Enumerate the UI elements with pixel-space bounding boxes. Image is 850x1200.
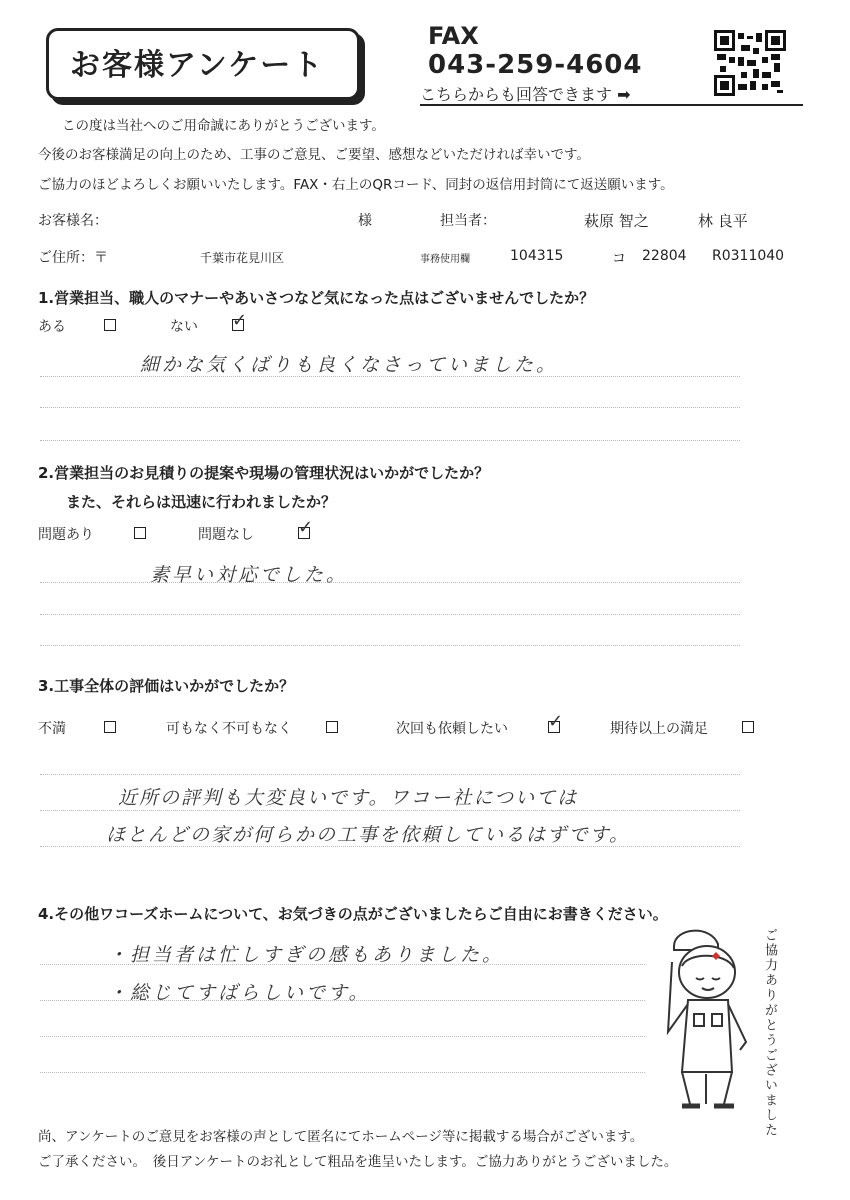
answer-line (40, 582, 740, 583)
answer-line (40, 614, 740, 615)
q3-checkbox-fuman[interactable] (104, 721, 116, 733)
question-3: 3.工事全体の評価はいかがでしたか？ (38, 677, 295, 695)
customer-label: お客様名： (38, 213, 108, 229)
q1-handwritten-answer: 細かな気くばりも良くなさっていました。 (140, 354, 559, 376)
answer-line (40, 407, 740, 408)
divider (420, 104, 803, 106)
page-title: お客様アンケート (70, 48, 325, 83)
intro-line: この度は当社へのご用命誠にありがとうございます。 (62, 118, 385, 134)
address-value: 千葉市花見川区 (200, 251, 285, 265)
question-4: 4.その他ワコーズホームについて、お気づきの点がございましたらご自由にお書きください。 (38, 905, 668, 923)
fax-label: FAX (428, 22, 479, 50)
q3-option-kitai: 期待以上の満足 (610, 721, 708, 737)
q2-handwritten-answer: 素早い対応でした。 (150, 564, 349, 586)
q4-handwritten-answer-2: ・総じてすばらしいです。 (108, 982, 371, 1004)
staff-label: 担当者： (440, 213, 496, 229)
q1-option-nai: ない (170, 319, 198, 335)
answer-line (40, 810, 740, 811)
q3-handwritten-answer-1: 近所の評判も大変良いです。ワコー社については (118, 787, 579, 809)
fax-sub-text: こちらからも回答できます ➡ (420, 85, 631, 104)
answer-line (40, 1036, 645, 1037)
q2-option-mondai-nashi: 問題なし (198, 527, 254, 543)
question-2: 2.営業担当のお見積りの提案や現場の管理状況はいかがでしたか？ (38, 464, 490, 482)
address-label: ご住所：〒 (38, 250, 108, 266)
check-mark-icon: ✓ (232, 310, 248, 331)
question-2-sub: また、それらは迅速に行われましたか？ (66, 493, 337, 511)
office-number-2: 22804 (642, 248, 687, 264)
answer-line (40, 645, 740, 646)
answer-line (40, 440, 740, 441)
answer-line (40, 774, 740, 775)
worker-illustration (652, 922, 762, 1118)
footer-note: ご了承ください。 後日アンケートのお礼として粗品を進呈いたします。ご協力ありがとうございました。 (38, 1154, 678, 1170)
q1-checkbox-aru[interactable] (104, 319, 116, 331)
qr-code-icon (714, 30, 786, 96)
q3-checkbox-kamonaku[interactable] (326, 721, 338, 733)
answer-line (40, 1072, 645, 1073)
q3-handwritten-answer-2: ほとんどの家が何らかの工事を依頼しているはずです。 (106, 824, 631, 846)
q3-option-fuman: 不満 (38, 721, 66, 737)
staff-name-1: 萩原 智之 (584, 212, 649, 230)
sama-label: 様 (358, 213, 372, 229)
intro-line: 今後のお客様満足の向上のため、工事のご意見、ご要望、感想などいただければ幸いです。 (38, 147, 590, 163)
check-mark-icon: ✓ (298, 517, 314, 538)
thank-you-vertical-text: ご協力ありがとうございました (762, 928, 777, 1138)
q3-checkbox-kitai[interactable] (742, 721, 754, 733)
office-label: 事務使用欄 (420, 254, 470, 265)
q2-checkbox-mondai-ari[interactable] (134, 527, 146, 539)
q4-handwritten-answer-1: ・担当者は忙しすぎの感もありました。 (108, 944, 505, 966)
question-1: 1.営業担当、職人のマナーやあいさつなど気になった点はございませんでしたか？ (38, 289, 595, 307)
office-ko: コ (612, 251, 626, 267)
intro-line: ご協力のほどよろしくお願いいたします。FAX・右上のQRコード、同封の返信用封筒にて返送願います。 (38, 177, 674, 193)
check-mark-icon: ✓ (548, 711, 564, 732)
q3-option-kamonaku: 可もなく不可もなく (166, 721, 292, 737)
fax-number: 043-259-4604 (428, 50, 643, 80)
footer-note: 尚、アンケートのご意見をお客様の声として匿名にてホームページ等に掲載する場合がございます。 (38, 1129, 644, 1145)
q3-option-jikai: 次回も依頼したい (396, 721, 508, 737)
q2-option-mondai-ari: 問題あり (38, 527, 94, 543)
office-number-3: R0311040 (712, 248, 785, 264)
office-number-1: 104315 (510, 248, 564, 264)
q1-option-aru: ある (38, 319, 66, 335)
staff-name-2: 林 良平 (698, 212, 748, 230)
